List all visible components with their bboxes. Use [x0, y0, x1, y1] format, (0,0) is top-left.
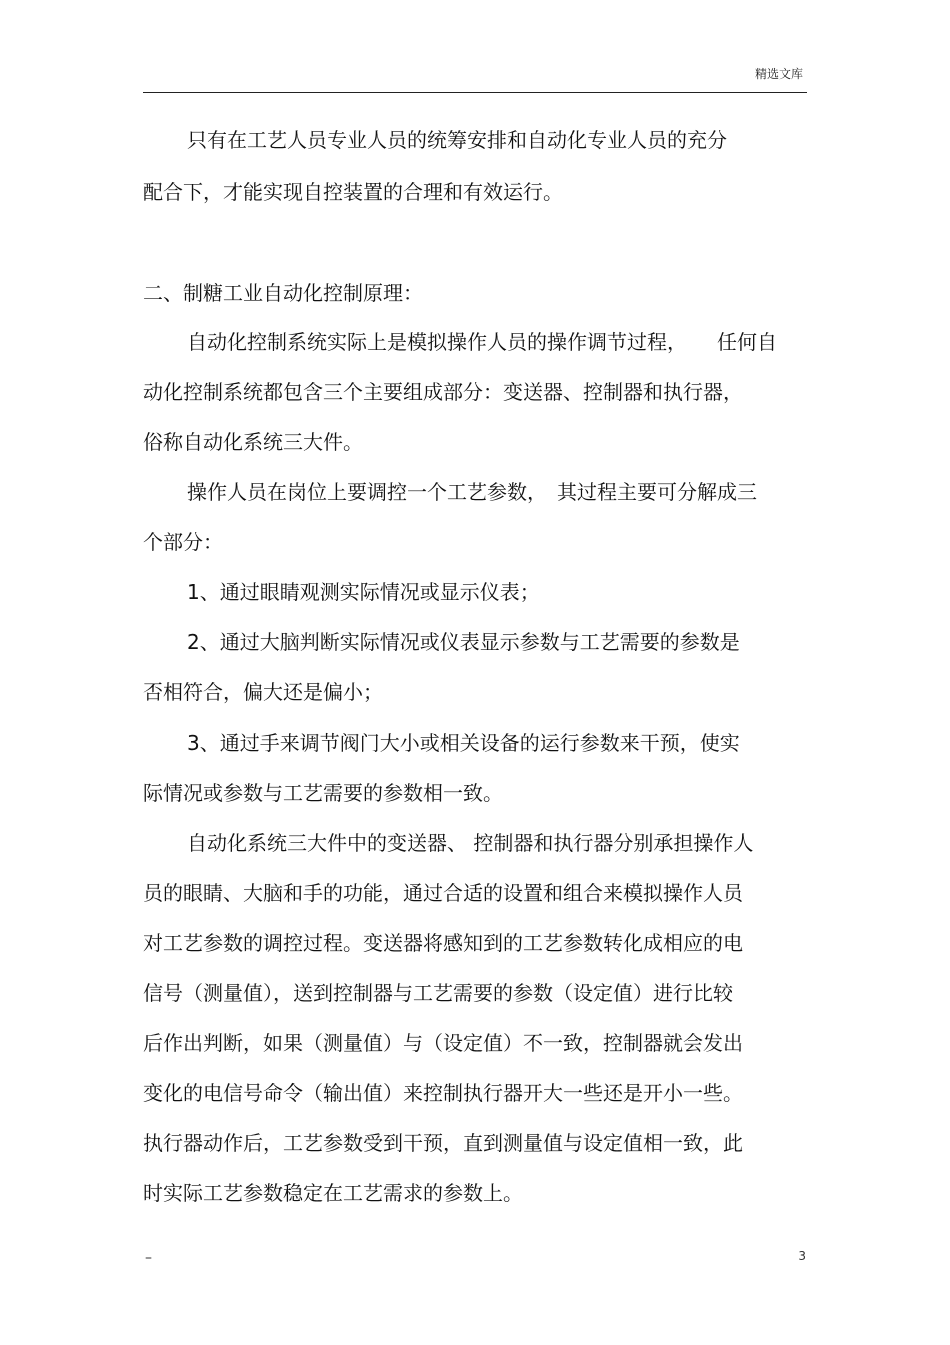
footer-dash: – [145, 1250, 152, 1266]
paragraph-line: 自动化控制系统实际上是模拟操作人员的操作调节过程， 任何自 [187, 330, 777, 354]
paragraph-line: 后作出判断，如果（测量值）与（设定值）不一致，控制器就会发出 [143, 1031, 743, 1055]
list-item-continuation: 否相符合，偏大还是偏小； [143, 680, 383, 704]
section-heading: 二、制糖工业自动化控制原理： [143, 281, 423, 305]
header-label: 精选文库 [754, 67, 803, 81]
paragraph-line: 执行器动作后，工艺参数受到干预，直到测量值与设定值相一致，此 [143, 1131, 743, 1155]
list-item: 2、通过大脑判断实际情况或仪表显示参数与工艺需要的参数是 [187, 630, 740, 654]
list-item-continuation: 际情况或参数与工艺需要的参数相一致。 [143, 781, 503, 805]
paragraph-line: 员的眼睛、大脑和手的功能，通过合适的设置和组合来模拟操作人员 [143, 881, 743, 905]
paragraph-line: 只有在工艺人员专业人员的统筹安排和自动化专业人员的充分 [187, 128, 727, 152]
paragraph-line: 时实际工艺参数稳定在工艺需求的参数上。 [143, 1181, 523, 1205]
page-number: 3 [798, 1249, 806, 1263]
paragraph-line: 对工艺参数的调控过程。变送器将感知到的工艺参数转化成相应的电 [143, 931, 743, 955]
paragraph-line: 变化的电信号命令（输出值）来控制执行器开大一些还是开小一些。 [143, 1081, 743, 1105]
paragraph-line: 个部分： [143, 530, 223, 554]
paragraph-line: 自动化系统三大件中的变送器、 控制器和执行器分别承担操作人 [187, 831, 754, 855]
paragraph-line: 操作人员在岗位上要调控一个工艺参数， 其过程主要可分解成三 [187, 480, 757, 504]
list-item: 3、通过手来调节阀门大小或相关设备的运行参数来干预，使实 [187, 731, 740, 755]
paragraph-line: 俗称自动化系统三大件。 [143, 430, 363, 454]
header-rule [143, 92, 807, 93]
paragraph-line: 信号（测量值），送到控制器与工艺需要的参数（设定值）进行比较 [143, 981, 733, 1005]
paragraph-line: 配合下，才能实现自控装置的合理和有效运行。 [143, 180, 563, 204]
paragraph-line: 动化控制系统都包含三个主要组成部分：变送器、控制器和执行器， [143, 380, 743, 404]
list-item: 1、通过眼睛观测实际情况或显示仪表； [187, 580, 540, 604]
